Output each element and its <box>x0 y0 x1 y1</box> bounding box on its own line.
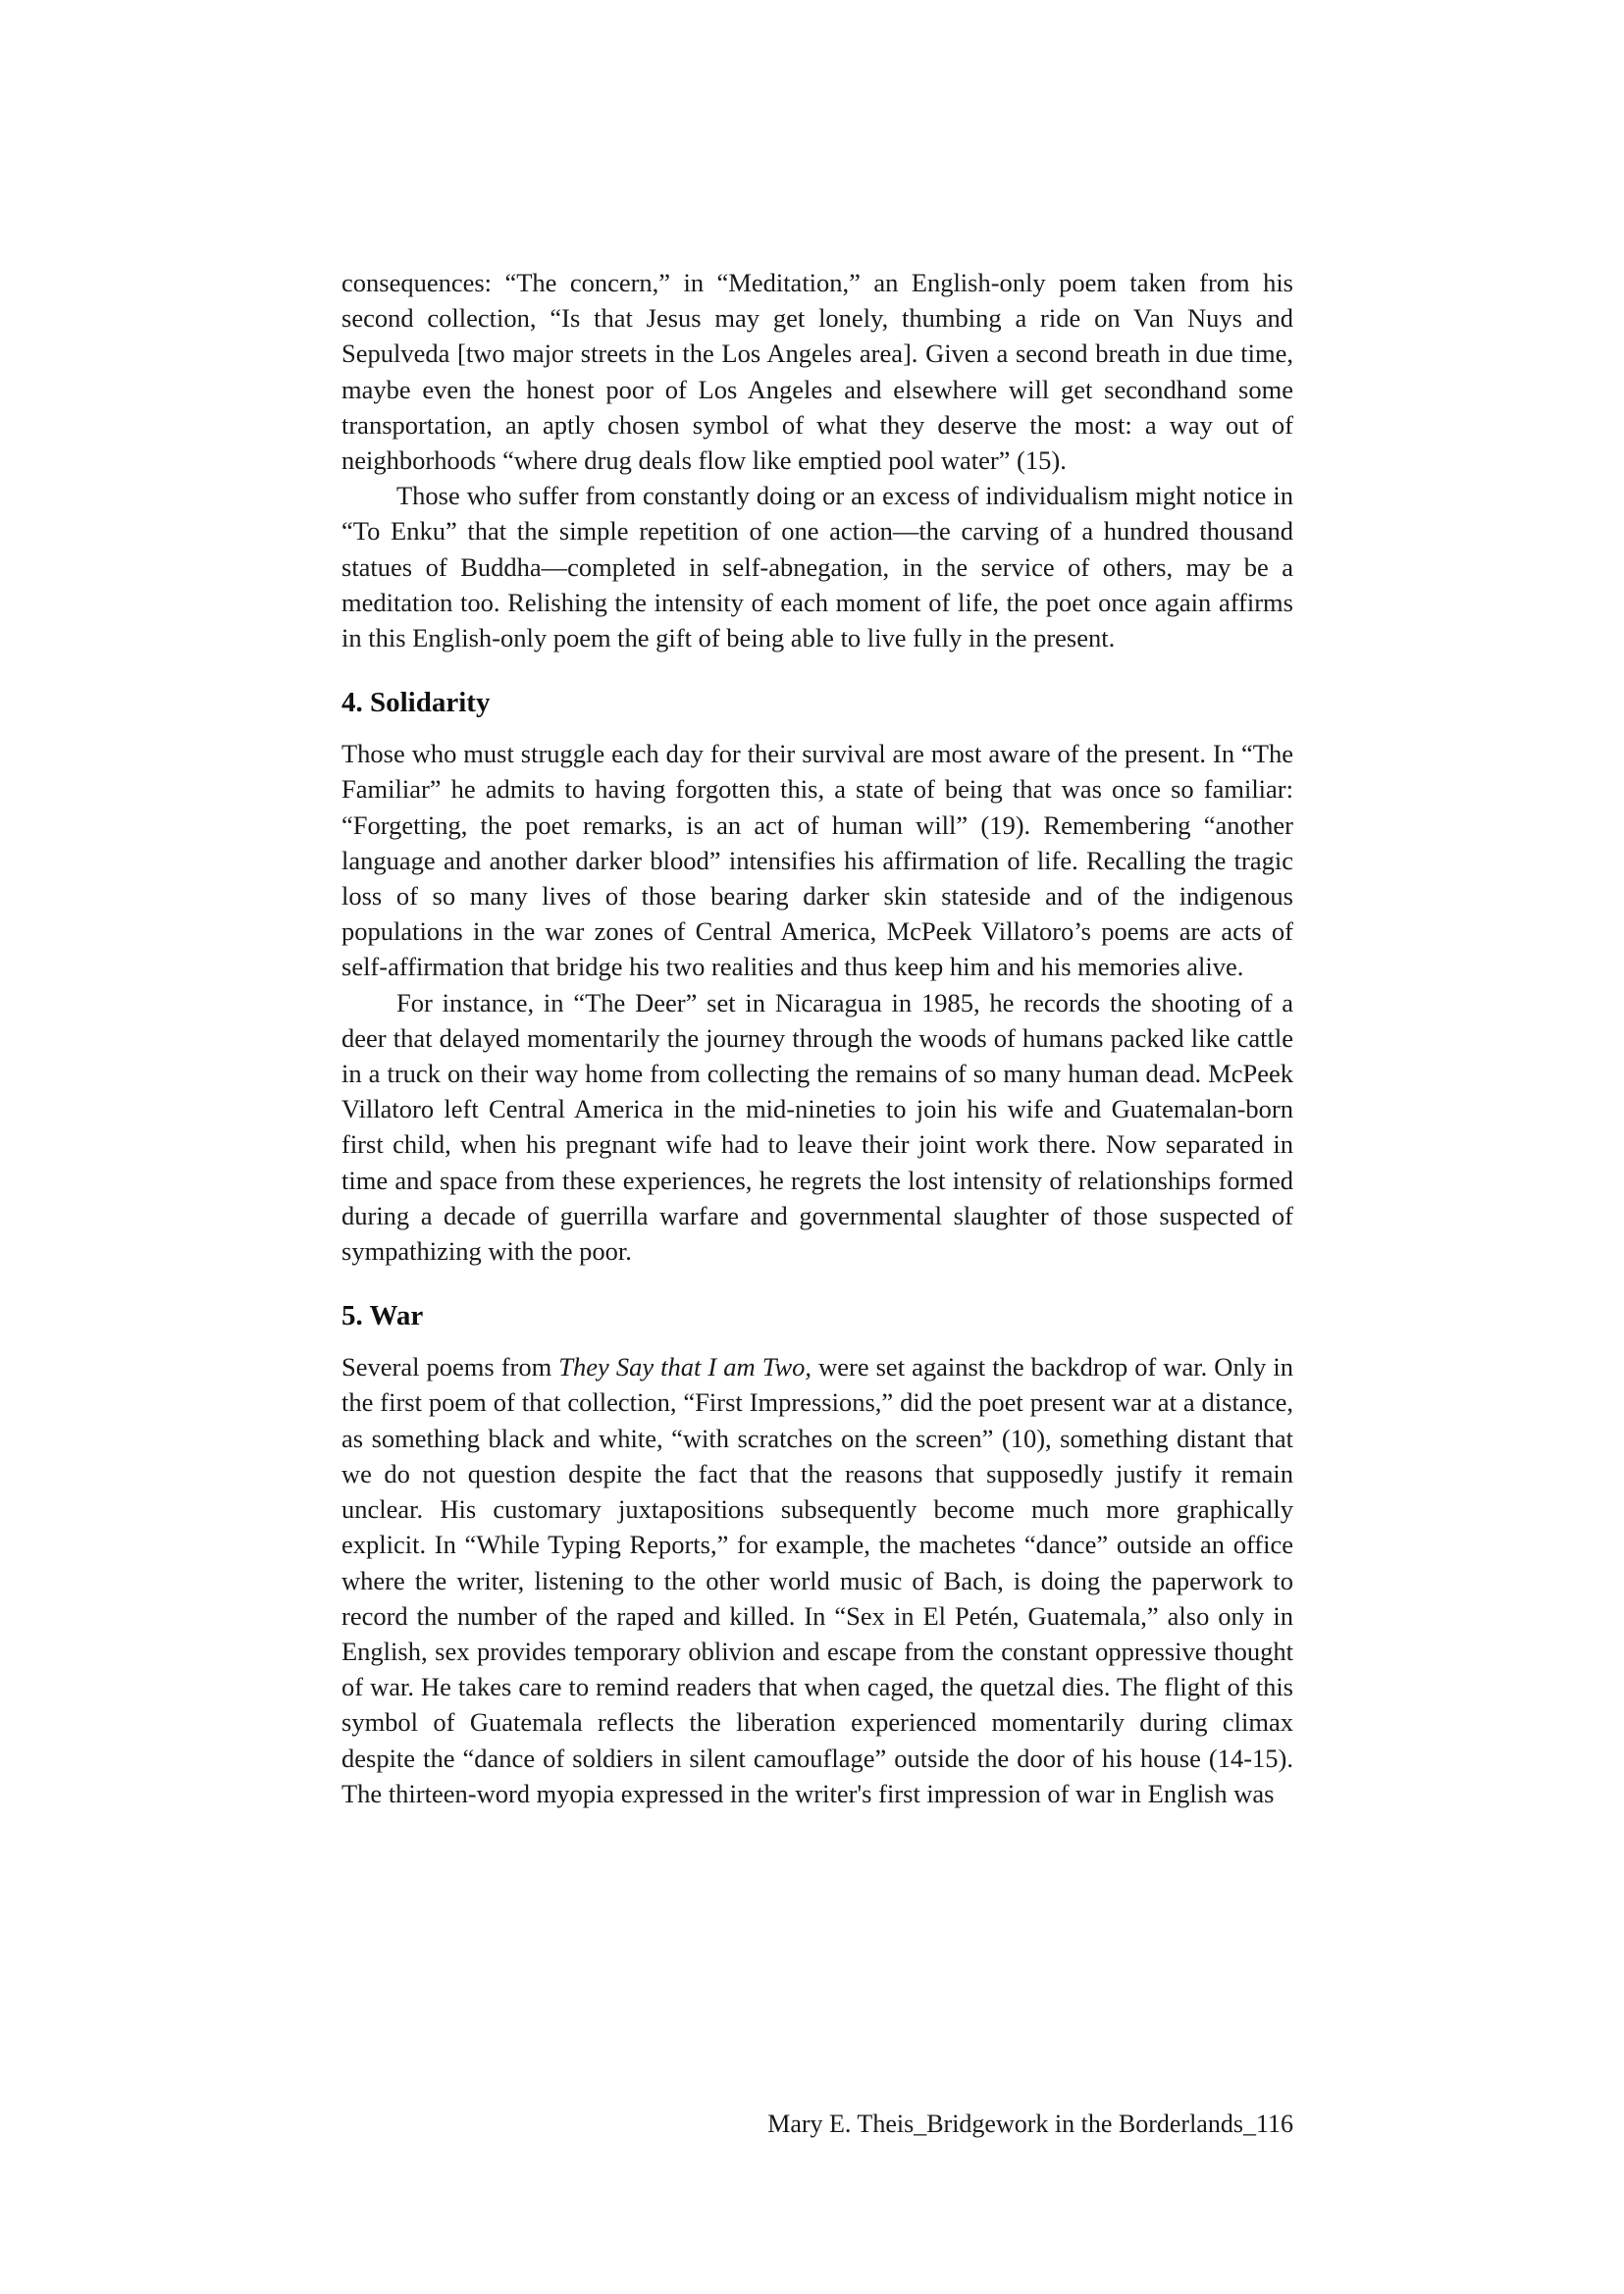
paragraph-solidarity-1: Those who must struggle each day for their survival are most aware of the present. In “The Familiar” he admits to having forgotten this, a state of being that was once so familiar: “Forgetting, the poet remarks, is an act of human will” (19). Remembering “another language and another darker blood” intensifies his affirmation of life. Recalling the tragic loss of so many lives of those bearing darker skin stateside and of the indigenous populations in the war zones of Central America, McPeek Villatoro’s poems are acts of self-affirmation that bridge his two realities and thus keep him and his memories alive. <box>341 739 1293 982</box>
page-body <box>341 265 1293 1811</box>
paragraph-solidarity-2: For instance, in “The Deer” set in Nicaragua in 1985, he records the shooting of a deer that delayed momentarily the journey through the woods of humans packed like cattle in a truck on their way home from collecting the remains of so many human dead. McPeek Villatoro left Central America in the mid-nineties to join his wife and Guatemalan-born first child, when his pregnant wife had to leave their joint work there. Now separated in time and space from these experiences, he regrets the lost intensity of relationships formed during a decade of guerrilla warfare and governmental slaughter of those suspected of sympathizing with the poor. <box>341 987 1293 1267</box>
war-text-after-title: were set against the backdrop of war. Only in the first poem of that collection, “First Impressions,” did the poet present war at a distance, as something black and white, “with scratches on the screen” (10), something distant that we do not question despite the fact that the reasons that supposedly justify it remain unclear. His customary juxtapositions subsequently become much more graphically explicit. In “While Typing Reports,” for example, the machetes “dance” outside an office where the writer, listening to the other world music of Bach, is doing the paperwork to record the number of the raped and killed. In “Sex in El Petén, Guatemala,” also only in English, sex provides temporary oblivion and escape from the constant oppressive thought of war. He takes care to remind readers that when caged, the quetzal dies. The flight of this symbol of Guatemala reflects the liberation experienced momentarily during climax despite the “dance of soldiers in silent camouflage” outside the door of his house (14-15). The thirteen-word myopia expressed in the writer's first impression of war in English was <box>341 1352 1293 1808</box>
war-text-before-title: Several poems from <box>341 1352 559 1382</box>
section-heading-solidarity: 4. Solidarity <box>341 687 491 719</box>
section-heading-war: 5. War <box>341 1300 424 1332</box>
paragraph-war-1 <box>341 1349 1293 1811</box>
page-footer: Mary E. Theis_Bridgework in the Borderlands_116 <box>767 2110 1293 2138</box>
book-title: They Say that I am Two, <box>558 1352 812 1382</box>
paragraph-intro-1: consequences: “The concern,” in “Meditation,” an English-only poem taken from his second collection, “Is that Jesus may get lonely, thumbing a ride on Van Nuys and Sepulveda [two major streets in the Los Angeles area]. Given a second breath in due time, maybe even the honest poor of Los Angeles and elsewhere will get secondhand some transportation, an aptly chosen symbol of what they deserve the most: a way out of neighborhoods “where drug deals flow like emptied pool water” (15). <box>341 268 1293 476</box>
paragraph-intro-2: Those who suffer from constantly doing or an excess of individualism might notice in “To Enku” that the simple repetition of one action—the carving of a hundred thousand statues of Buddha—completed in self-abnegation, in the service of others, may be a meditation too. Relishing the intensity of each moment of life, the poet once again affirms in this English-only poem the gift of being able to live fully in the present. <box>341 481 1293 653</box>
